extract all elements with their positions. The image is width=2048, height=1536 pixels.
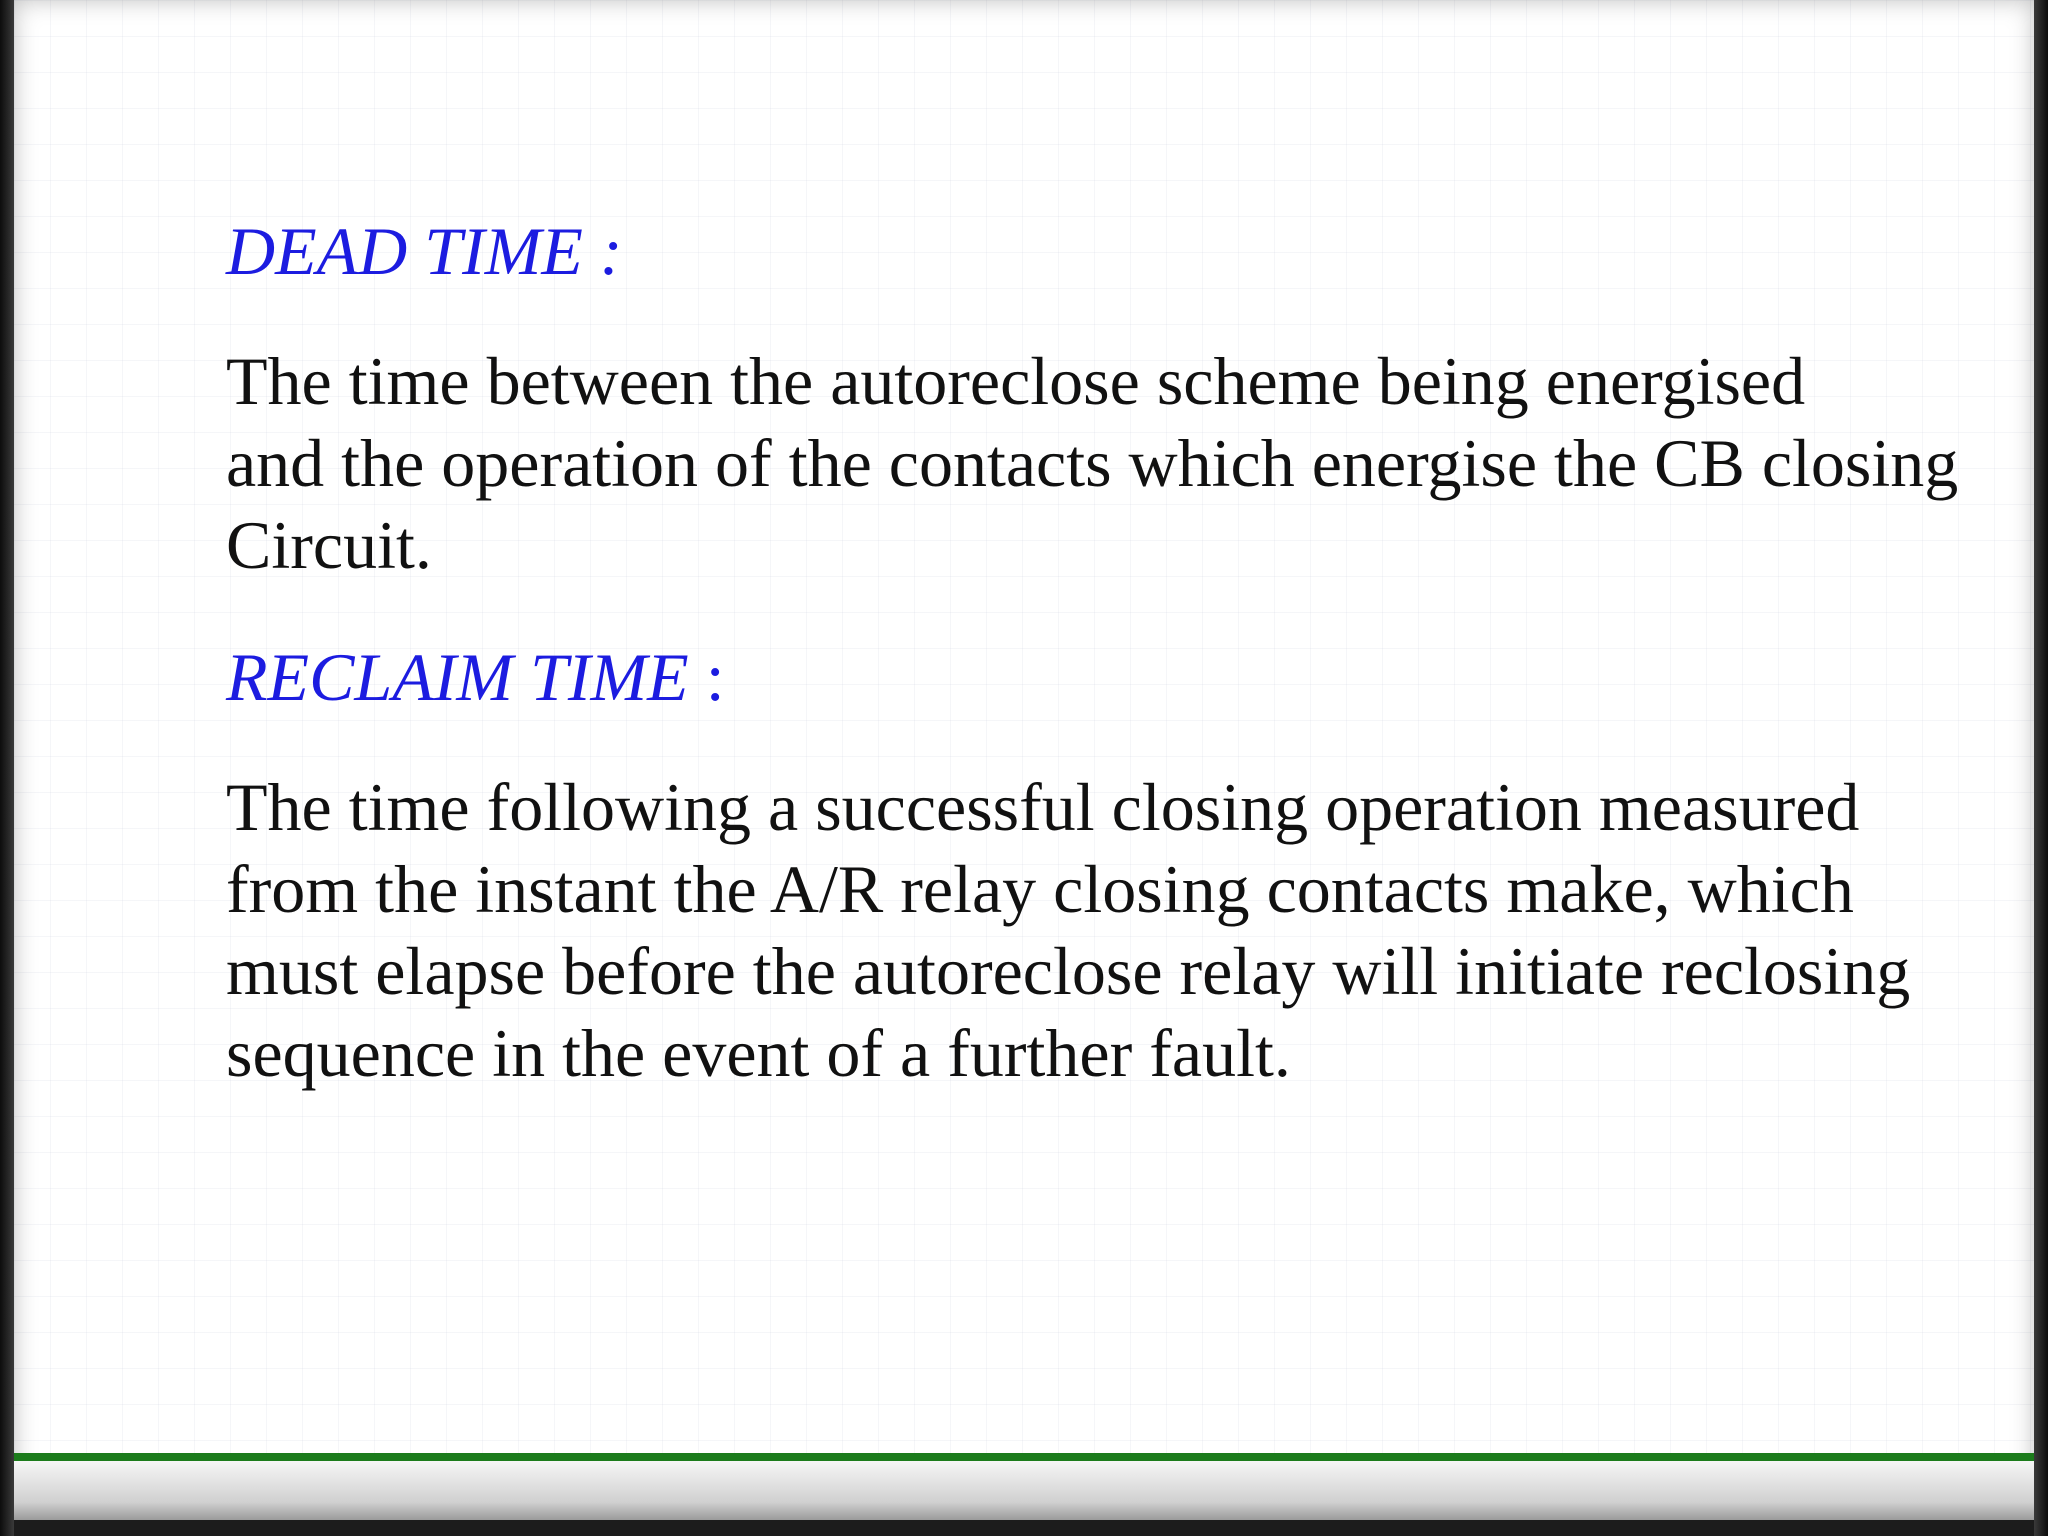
- footer-shadow: [14, 1461, 2034, 1520]
- reclaim-time-heading-colon: :: [688, 639, 725, 715]
- dead-time-heading: DEAD TIME :: [226, 213, 623, 289]
- reclaim-time-heading: RECLAIM TIME: [226, 639, 689, 715]
- window-edge-left: [0, 0, 14, 1536]
- dead-time-definition: The time between the autoreclose scheme being energised and the operation of the contacts which energise the CB closing Circuit.: [226, 343, 1959, 583]
- slide-content: [226, 210, 2016, 1094]
- slide: [14, 0, 2034, 1520]
- reclaim-time-heading-line: [226, 636, 2016, 718]
- reclaim-time-definition: The time following a successful closing operation measured from the instant the A/R relay closing contacts make, which must elapse before the autoreclose relay will initiate reclosing sequence in the event of a further fault.: [226, 769, 1911, 1091]
- window-edge-right: [2034, 0, 2048, 1536]
- footer-accent-bar: [14, 1453, 2034, 1461]
